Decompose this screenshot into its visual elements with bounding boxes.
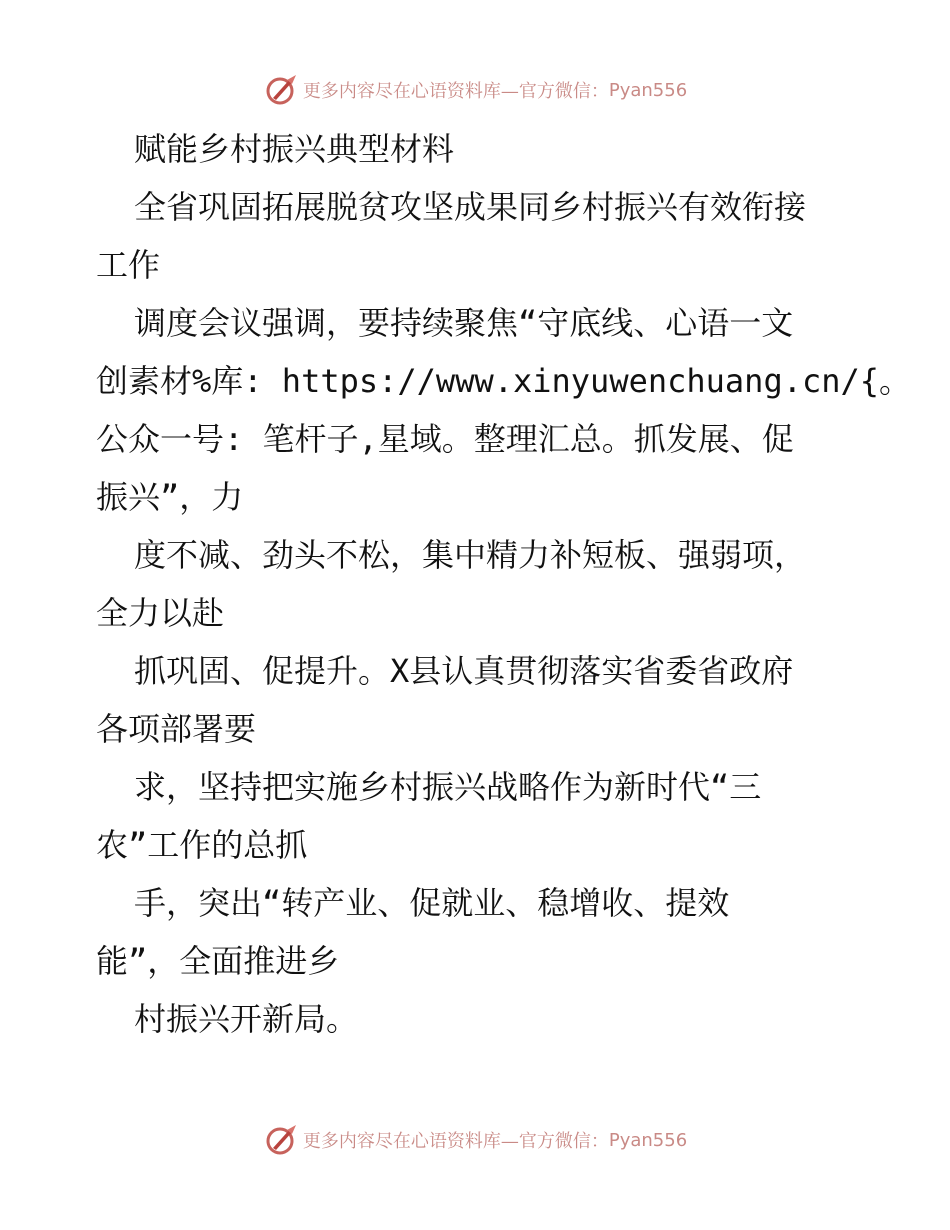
paragraph-line: 抓巩固、促提升。X县认真贯彻落实省委省政府 — [134, 652, 794, 690]
document-title: 赋能乡村振兴典型材料 — [134, 130, 455, 168]
paragraph-line: 手，突出“转产业、促就业、稳增收、提效 — [134, 884, 730, 922]
quill-logo-icon — [263, 1122, 299, 1158]
paragraph-line: 工作 — [96, 246, 161, 284]
paragraph-line: 创素材%库: https://www.xinyuwenchuang.cn/{。 — [96, 362, 912, 400]
paragraph-line: 全省巩固拓展脱贫攻坚成果同乡村振兴有效衔接 — [134, 188, 807, 226]
paragraph-line: 全力以赴 — [96, 594, 225, 632]
paragraph-line: 调度会议强调，要持续聚焦“守底线、心语一文 — [134, 304, 794, 342]
paragraph-line: 公众一号: 笔杆子,星域。整理汇总。抓发展、促 — [96, 420, 794, 458]
paragraph-line: 村振兴开新局。 — [134, 1000, 359, 1038]
paragraph-line: 农”工作的总抓 — [96, 826, 308, 864]
quill-logo-icon — [263, 72, 299, 108]
paragraph-line: 能”，全面推进乡 — [96, 942, 340, 980]
paragraph-line: 求，坚持把实施乡村振兴战略作为新时代“三 — [134, 768, 762, 806]
watermark-text: 更多内容尽在心语资料库—官方微信： — [302, 81, 609, 102]
document-body — [96, 120, 912, 1048]
watermark-header — [0, 70, 950, 110]
watermark-id: Pyan556 — [608, 79, 688, 101]
paragraph-line: 各项部署要 — [96, 710, 257, 748]
watermark-text: 更多内容尽在心语资料库—官方微信： — [302, 1131, 609, 1152]
paragraph-line: 度不减、劲头不松，集中精力补短板、强弱项， — [134, 536, 807, 574]
paragraph-line: 振兴”，力 — [96, 478, 244, 516]
watermark-footer — [0, 1120, 950, 1160]
watermark-id: Pyan556 — [608, 1129, 688, 1151]
